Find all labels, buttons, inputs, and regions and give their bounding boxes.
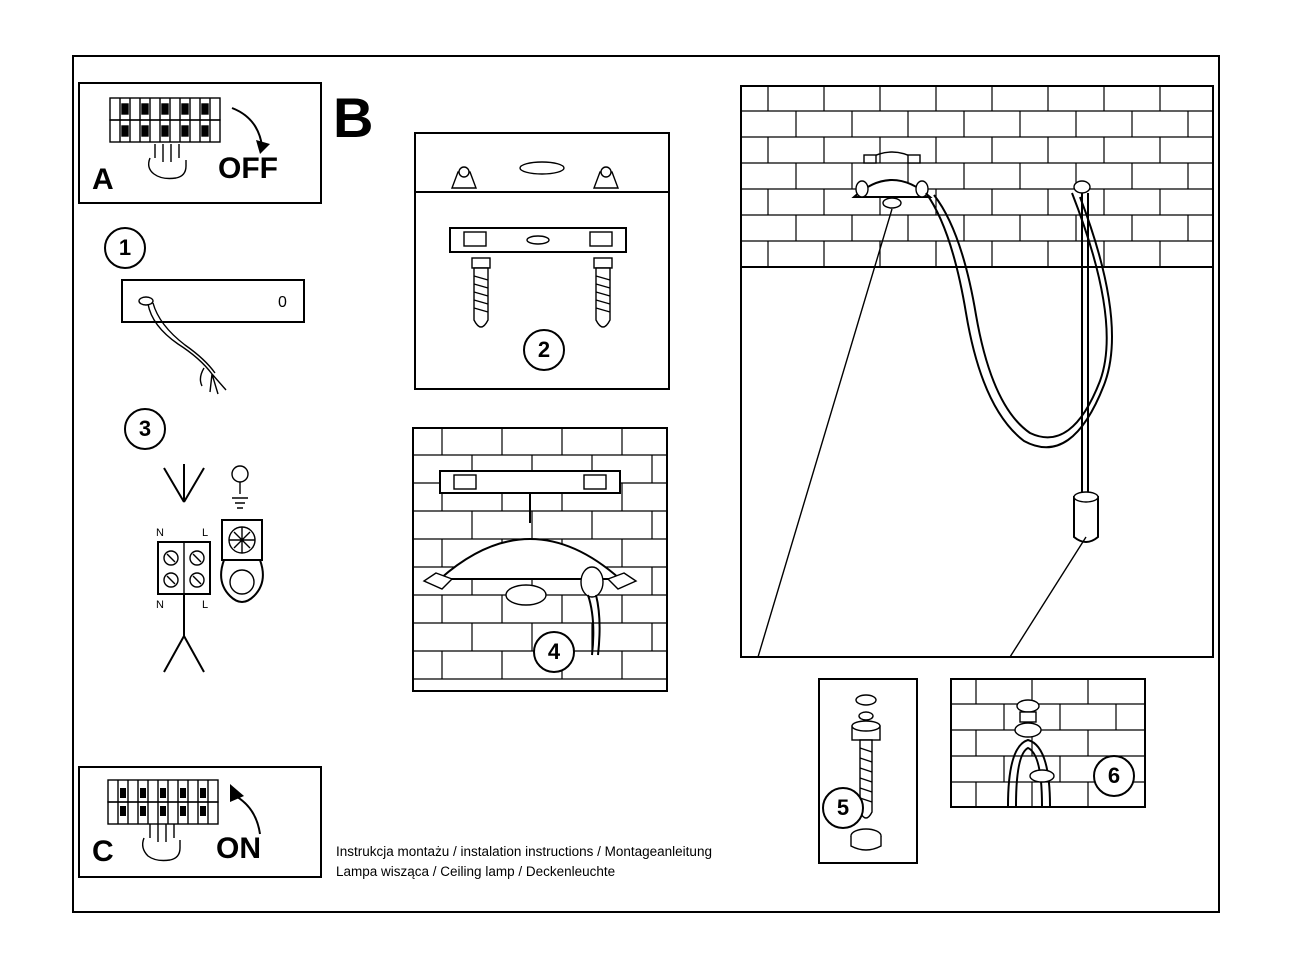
svg-text:L: L bbox=[202, 527, 209, 539]
section-b-label: B bbox=[333, 86, 374, 149]
step-2-number: 2 bbox=[537, 337, 551, 362]
step-3-number: 3 bbox=[138, 416, 152, 441]
svg-text:L: L bbox=[202, 599, 209, 611]
step-5-graphic bbox=[818, 678, 918, 864]
section-c-label: C bbox=[92, 835, 114, 868]
step-2-badge bbox=[523, 329, 565, 371]
off-label: OFF bbox=[218, 152, 278, 185]
step-4-badge bbox=[533, 631, 575, 673]
panel-a-graphic bbox=[80, 84, 324, 206]
step-4-number: 4 bbox=[547, 639, 561, 664]
svg-text:N: N bbox=[156, 527, 164, 539]
section-a-label: A bbox=[92, 163, 114, 196]
step-1-badge bbox=[104, 227, 146, 269]
panel-a bbox=[78, 82, 322, 204]
svg-text:0: 0 bbox=[278, 294, 287, 311]
step-1-number: 1 bbox=[118, 235, 132, 260]
step-1-graphic bbox=[118, 276, 378, 416]
panel-c-graphic bbox=[78, 766, 322, 878]
caption-line-1: Instrukcja montażu / instalation instructions / Montageanleitung bbox=[336, 844, 712, 859]
on-label: ON bbox=[216, 832, 261, 865]
step-6-badge bbox=[1093, 755, 1135, 797]
main-scene-graphic bbox=[740, 85, 1214, 658]
step-3-graphic bbox=[140, 460, 420, 680]
step-3-badge bbox=[124, 408, 166, 450]
step-6-number: 6 bbox=[1107, 763, 1121, 788]
step-5-badge bbox=[822, 787, 864, 829]
svg-text:N: N bbox=[156, 599, 164, 611]
step-5-number: 5 bbox=[836, 795, 850, 820]
caption-line-2: Lampa wisząca / Ceiling lamp / Deckenleuchte bbox=[336, 864, 616, 879]
